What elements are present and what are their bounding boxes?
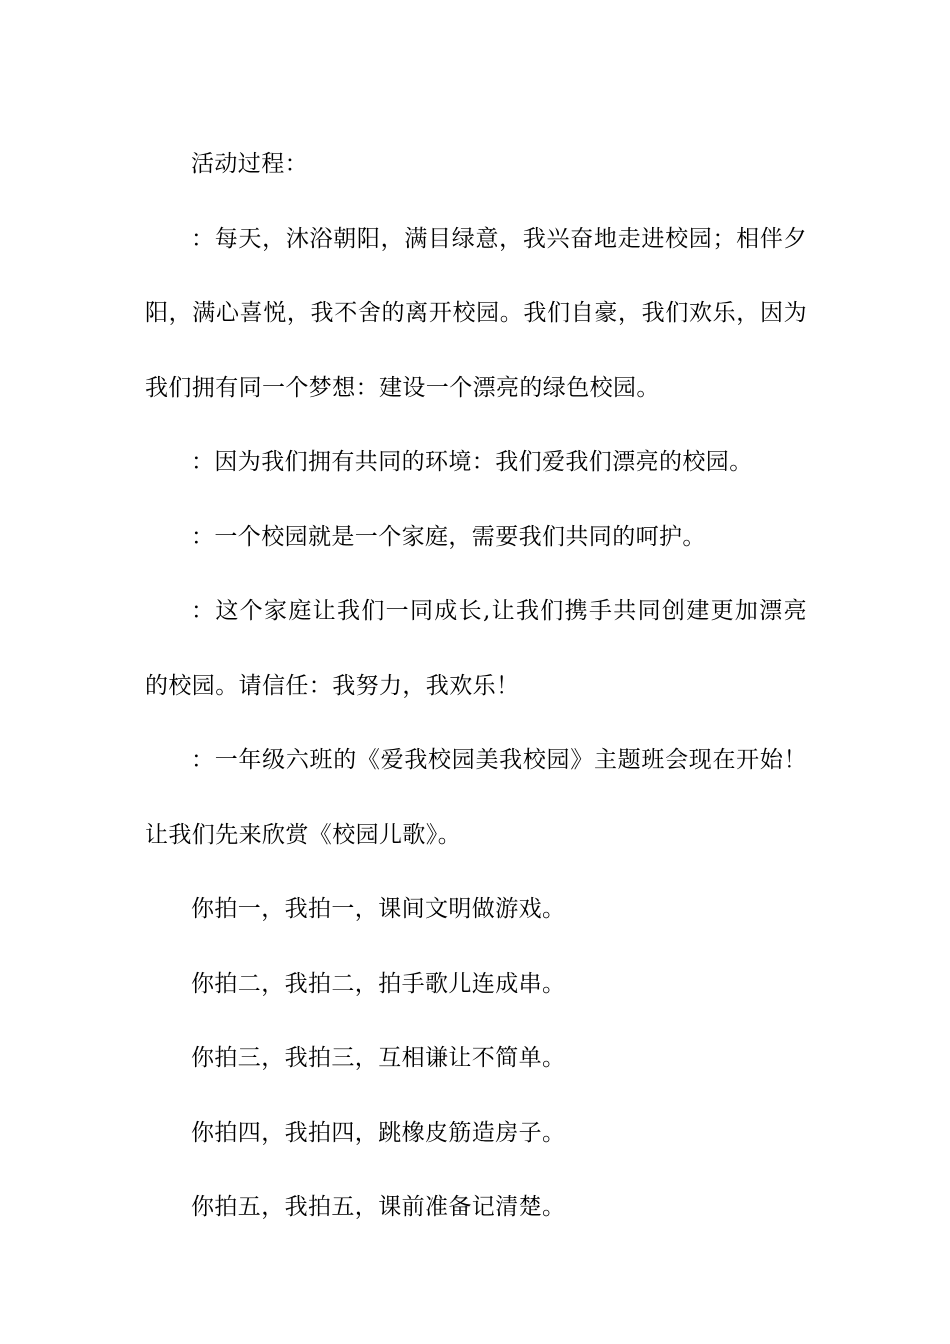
rhyme-line: 你拍三，我拍三，互相谦让不简单。 bbox=[191, 1045, 566, 1071]
rhyme-line: 你拍一，我拍一，课间文明做游戏。 bbox=[191, 896, 566, 922]
paragraph: ：一个校园就是一个家庭，需要我们共同的呵护。 bbox=[191, 523, 706, 550]
paragraph: ：一年级六班的《爱我校园美我校园》主题班会现在开始！让我们先来欣赏《校园儿歌》。 bbox=[145, 747, 807, 848]
document-body bbox=[145, 127, 807, 1245]
section-heading: 活动过程： bbox=[191, 151, 308, 177]
rhyme-line: 你拍二，我拍二，拍手歌儿连成串。 bbox=[191, 970, 566, 997]
paragraph: ：这个家庭让我们一同成长,让我们携手共同创建更加漂亮的校园。请信任：我努力，我欢乐！ bbox=[145, 598, 807, 699]
rhyme-line: 你拍四，我拍四，跳橡皮筋造房子。 bbox=[191, 1119, 566, 1146]
paragraph: ：因为我们拥有共同的环境：我们爱我们漂亮的校园。 bbox=[191, 449, 753, 475]
paragraph-opening: ：每天，沐浴朝阳，满目绿意，我兴奋地走进校园；相伴夕阳，满心喜悦，我不舍的离开校园。我们自豪，我们欢乐，因为我们拥有同一个梦想：建设一个漂亮的绿色校园。 bbox=[145, 225, 807, 401]
rhyme-line: 你拍五，我拍五，课前准备记清楚。 bbox=[191, 1194, 566, 1220]
